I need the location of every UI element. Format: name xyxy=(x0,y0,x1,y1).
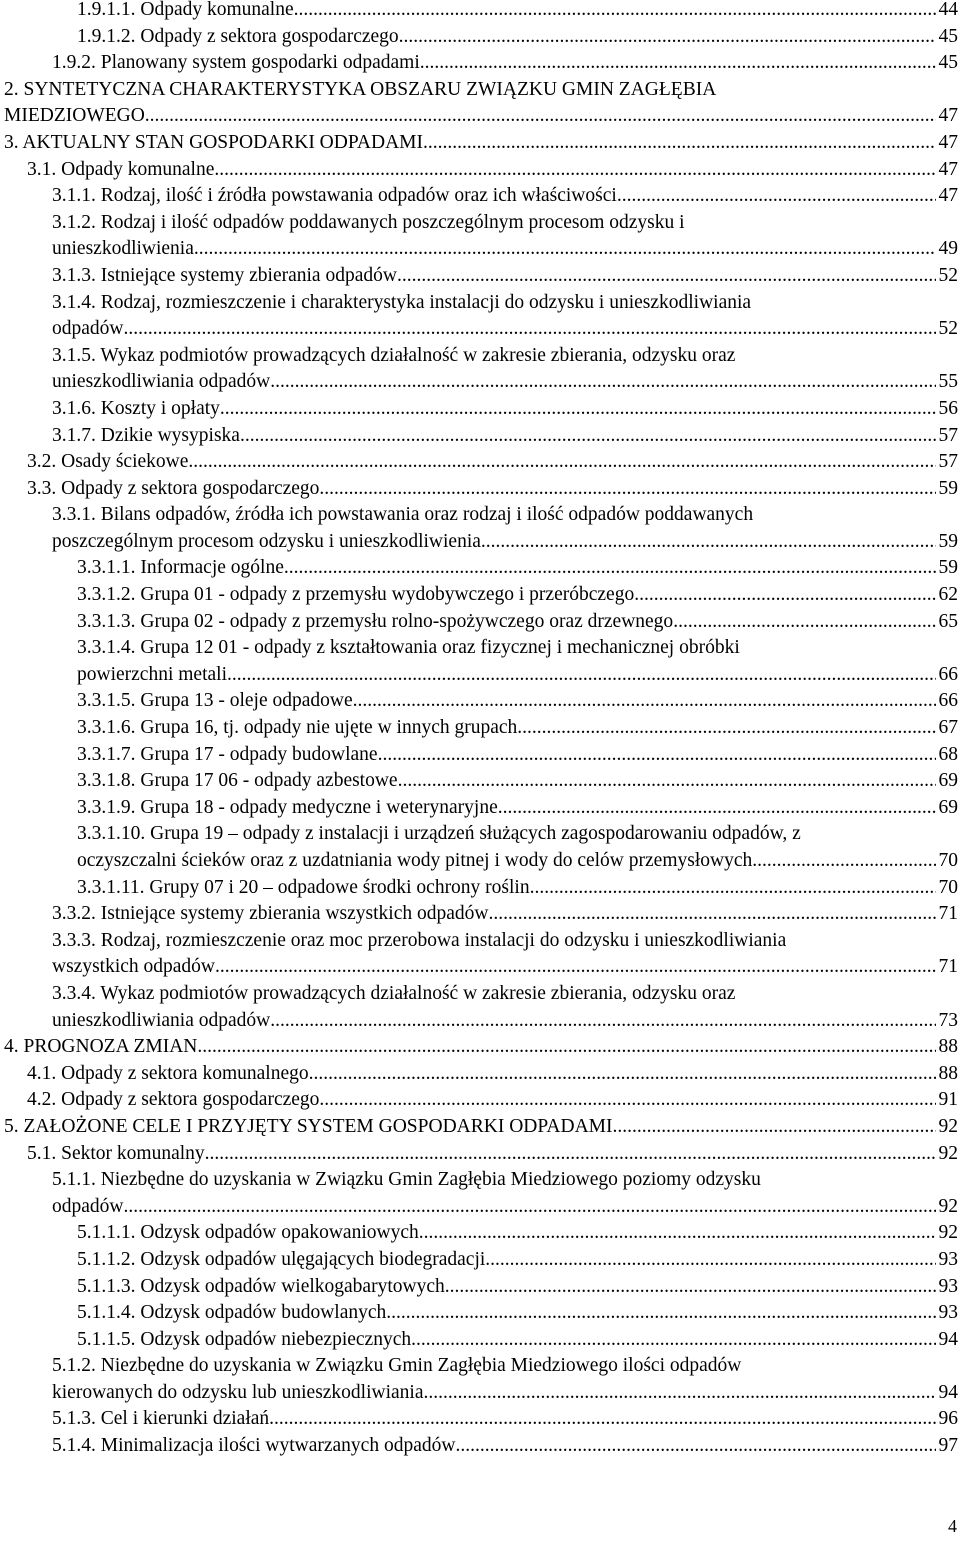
toc-page-number: 70 xyxy=(938,850,958,871)
toc-entry-title: 3.3.1.3. Grupa 02 - odpady z przemysłu rolno-spożywczego oraz drzewnego xyxy=(77,610,674,632)
toc-page-number: 55 xyxy=(938,371,958,393)
toc-entry-title: 5.1.1.3. Odzysk odpadów wielkogabarytowych xyxy=(77,1275,445,1297)
toc-entry[interactable] xyxy=(0,77,960,130)
toc-page-number: 92 xyxy=(938,1142,958,1164)
toc-entry-title: 3.3.1.7. Grupa 17 - odpady budowlane xyxy=(77,743,378,765)
page-number: 4 xyxy=(948,1516,957,1536)
toc-entry[interactable] xyxy=(0,449,960,476)
toc-leader-dots xyxy=(423,130,936,157)
toc-page-number: 92 xyxy=(938,1115,958,1137)
toc-leader-dots xyxy=(240,423,936,450)
toc-leader-dots xyxy=(517,715,935,742)
toc-leader-dots xyxy=(617,183,936,210)
toc-entry[interactable] xyxy=(0,582,960,609)
toc-page-number: 59 xyxy=(938,557,958,579)
toc-entry[interactable] xyxy=(0,502,960,555)
toc-entry-title: 5.1. Sektor komunalny xyxy=(27,1142,205,1164)
toc-leader-dots xyxy=(498,795,936,822)
toc-entry[interactable] xyxy=(0,742,960,769)
toc-page-number: 45 xyxy=(938,52,958,74)
toc-page-number: 93 xyxy=(938,1248,958,1270)
toc-page-number: 49 xyxy=(938,238,958,260)
toc-entry[interactable] xyxy=(0,768,960,795)
toc-leader-dots xyxy=(284,555,936,582)
toc-entry[interactable] xyxy=(0,795,960,822)
toc-leader-dots xyxy=(399,24,936,51)
toc-leader-dots xyxy=(673,609,935,636)
toc-page-number: 45 xyxy=(938,25,958,47)
toc-entry-title: 3.3.1.9. Grupa 18 - odpady medyczne i weterynaryjne xyxy=(77,796,498,818)
toc-page-number: 57 xyxy=(938,424,958,446)
toc-leader-dots xyxy=(530,875,936,902)
toc-entry[interactable] xyxy=(0,1433,960,1460)
toc-entry[interactable] xyxy=(0,290,960,343)
toc-leader-dots xyxy=(294,0,936,24)
toc-page-number: 66 xyxy=(938,663,958,685)
toc-leader-dots xyxy=(214,157,935,184)
toc-page-number: 96 xyxy=(938,1408,958,1430)
toc-page-number: 67 xyxy=(938,717,958,739)
toc-page-number: 88 xyxy=(938,1036,958,1058)
toc-entry-title: 5.1.1. Niezbędne do uzyskania w Związku Gmin Zagłębia Miedziowego poziomy odzysku xyxy=(52,1169,761,1191)
toc-entry-title: 3.1.3. Istniejące systemy zbierania odpadów xyxy=(52,264,397,286)
toc-page-number: 59 xyxy=(938,477,958,499)
toc-entry[interactable] xyxy=(0,1034,960,1061)
toc-entry-title: 3.2. Osady ściekowe xyxy=(27,451,189,473)
toc-leader-dots xyxy=(124,316,936,343)
toc-leader-dots xyxy=(215,954,935,981)
toc-page-number: 59 xyxy=(938,530,958,552)
toc-entry-title: 3.1.1. Rodzaj, ilość i źródła powstawania odpadów oraz ich właściwości xyxy=(52,185,617,207)
toc-leader-dots xyxy=(398,768,936,795)
toc-leader-dots xyxy=(197,1034,935,1061)
toc-entry-title: 3.1.2. Rodzaj i ilość odpadów poddawanych poszczególnym procesom odzysku i xyxy=(52,211,685,233)
toc-page-number: 47 xyxy=(938,158,958,180)
toc-entry-title: 5.1.3. Cel i kierunki działań xyxy=(52,1408,270,1430)
toc-entry-title: 5.1.4. Minimalizacja ilości wytwarzanych odpadów xyxy=(52,1435,456,1457)
toc-leader-dots xyxy=(481,529,936,556)
toc-entry[interactable] xyxy=(0,688,960,715)
toc-entry-title: unieszkodliwiania odpadów xyxy=(52,1009,271,1031)
toc-entry-title: oczyszczalni ścieków oraz z uzdatniania wody pitnej i wody do celów przemysłowych xyxy=(77,850,753,871)
toc-page-number: 91 xyxy=(938,1089,958,1111)
toc-entry[interactable] xyxy=(0,635,960,688)
toc-entry[interactable] xyxy=(0,1327,960,1354)
toc-page-number: 65 xyxy=(938,610,958,632)
toc-entry[interactable] xyxy=(0,263,960,290)
toc-leader-dots xyxy=(397,263,936,290)
toc-entry-title: 3.1.4. Rodzaj, rozmieszczenie i charakterystyka instalacji do odzysku i unieszkodliwiania xyxy=(52,291,752,313)
toc-entry-title: 3.3.1.11. Grupy 07 i 20 – odpadowe środki ochrony roślin xyxy=(77,876,530,898)
toc-entry[interactable] xyxy=(0,423,960,450)
toc-entry[interactable] xyxy=(0,1114,960,1141)
toc-leader-dots xyxy=(269,1406,935,1433)
toc-entry[interactable] xyxy=(0,50,960,77)
toc-entry-title: 1.9.1.2. Odpady z sektora gospodarczego xyxy=(77,25,399,47)
toc-entry[interactable] xyxy=(0,1167,960,1220)
toc-entry-title: 5.1.1.2. Odzysk odpadów ulęgających biodegradacji xyxy=(77,1248,486,1270)
toc-entry-title: 3.1. Odpady komunalne xyxy=(27,158,215,180)
toc-entry[interactable] xyxy=(0,1087,960,1114)
toc-entry-title: odpadów xyxy=(52,318,124,340)
toc-leader-dots xyxy=(270,369,935,396)
toc-page-number: 71 xyxy=(938,956,958,978)
toc-page-number: 88 xyxy=(938,1062,958,1084)
toc-page-number: 94 xyxy=(938,1328,958,1350)
toc-page-number: 92 xyxy=(938,1222,958,1244)
toc-leader-dots xyxy=(420,50,936,77)
toc-page-number: 93 xyxy=(938,1302,958,1324)
toc-entry-title: odpadów xyxy=(52,1195,124,1217)
toc-entry[interactable] xyxy=(0,1141,960,1168)
toc-page-number: 44 xyxy=(938,0,958,20)
toc-leader-dots xyxy=(455,1433,935,1460)
toc-entry[interactable] xyxy=(0,875,960,902)
toc-leader-dots xyxy=(145,103,936,130)
toc-page-number: 69 xyxy=(938,796,958,818)
toc-page-number: 93 xyxy=(938,1275,958,1297)
toc-entry-title: 3.1.6. Koszty i opłaty xyxy=(52,397,220,419)
toc-entry[interactable] xyxy=(0,821,960,874)
toc-entry[interactable] xyxy=(0,1220,960,1247)
toc-entry-title: 3.3.1.2. Grupa 01 - odpady z przemysłu wydobywczego i przeróbczego xyxy=(77,584,635,606)
toc-entry[interactable] xyxy=(0,715,960,742)
toc-entry-title: 3.3.1. Bilans odpadów, źródła ich powstawania oraz rodzaj i ilość odpadów poddawanych xyxy=(52,504,754,526)
toc-leader-dots xyxy=(319,1087,935,1114)
toc-entry-title: 3.3.2. Istniejące systemy zbierania wszystkich odpadów xyxy=(52,903,489,925)
toc-entry[interactable] xyxy=(0,476,960,503)
toc-leader-dots xyxy=(124,1194,936,1221)
toc-entry[interactable] xyxy=(0,928,960,981)
toc-leader-dots xyxy=(227,662,936,689)
toc-entry-title: 1.9.1.1. Odpady komunalne xyxy=(77,0,294,20)
toc-entry-title: 5. ZAŁOŻONE CELE I PRZYJĘTY SYSTEM GOSPODARKI ODPADAMI xyxy=(4,1115,613,1137)
toc-entry-title: 5.1.1.5. Odzysk odpadów niebezpiecznych xyxy=(77,1328,412,1350)
toc-entry[interactable] xyxy=(0,183,960,210)
toc-page-number: 97 xyxy=(938,1435,958,1457)
toc-page-number: 68 xyxy=(938,743,958,765)
toc-entry-title: poszczególnym procesom odzysku i unieszkodliwienia xyxy=(52,530,481,552)
toc-entry[interactable] xyxy=(0,609,960,636)
toc-entry[interactable] xyxy=(0,981,960,1034)
toc-leader-dots xyxy=(220,396,936,423)
toc-entry-title: 5.1.2. Niezbędne do uzyskania w Związku Gmin Zagłębia Miedziowego ilości odpadów xyxy=(52,1355,742,1377)
toc-entry-title: 3.3.4. Wykaz podmiotów prowadzących działalność w zakresie zbierania, odzysku oraz xyxy=(52,982,736,1004)
toc-page-number: 92 xyxy=(938,1195,958,1217)
toc-leader-dots xyxy=(378,742,936,769)
toc-entry-title: 3.1.7. Dzikie wysypiska xyxy=(52,424,240,446)
toc-leader-dots xyxy=(752,848,935,875)
toc-leader-dots xyxy=(353,688,936,715)
toc-leader-dots xyxy=(613,1114,936,1141)
toc-entry-title: 1.9.2. Planowany system gospodarki odpadami xyxy=(52,52,420,74)
toc-entry-title: 4.2. Odpady z sektora gospodarczego xyxy=(27,1089,320,1111)
toc-page-number: 73 xyxy=(938,1009,958,1031)
toc-entry[interactable] xyxy=(0,343,960,396)
toc-entry[interactable] xyxy=(0,555,960,582)
toc-entry-title: 5.1.1.4. Odzysk odpadów budowlanych xyxy=(77,1302,387,1324)
toc-entry[interactable] xyxy=(0,1274,960,1301)
toc-entry[interactable] xyxy=(0,130,960,157)
toc-entry-title: 3.3.1.1. Informacje ogólne xyxy=(77,557,284,579)
toc-leader-dots xyxy=(194,236,936,263)
toc-entry[interactable] xyxy=(0,901,960,928)
toc-leader-dots xyxy=(386,1300,935,1327)
toc-page-number: 57 xyxy=(938,451,958,473)
toc-entry[interactable] xyxy=(0,210,960,263)
toc-entry-title: 3.3.1.10. Grupa 19 – odpady z instalacji i urządzeń służących zagospodarowaniu odpadów, z xyxy=(77,823,801,845)
toc-entry-title: 2. SYNTETYCZNA CHARAKTERYSTYKA OBSZARU ZWIĄZKU GMIN ZAGŁĘBIA xyxy=(4,78,717,100)
toc-page-number: 47 xyxy=(938,131,958,153)
toc-page-number: 56 xyxy=(938,397,958,419)
toc-entry-title: kierowanych do odzysku lub unieszkodliwiania xyxy=(52,1381,424,1403)
toc-page-number: 71 xyxy=(938,903,958,925)
toc-entry-title: MIEDZIOWEGO xyxy=(4,105,145,127)
toc-entry-title: 5.1.1.1. Odzysk odpadów opakowaniowych xyxy=(77,1222,419,1244)
toc-leader-dots xyxy=(488,901,935,928)
toc-entry-title: 3.1.5. Wykaz podmiotów prowadzących działalność w zakresie zbierania, odzysku oraz xyxy=(52,344,736,366)
toc-entry[interactable] xyxy=(0,1353,960,1406)
toc-leader-dots xyxy=(424,1380,936,1407)
toc-entry[interactable] xyxy=(0,0,960,24)
toc-entry-title: 3.3. Odpady z sektora gospodarczego xyxy=(27,477,320,499)
toc-entry-title: 4. PROGNOZA ZMIAN xyxy=(4,1036,198,1058)
toc-page-number: 52 xyxy=(938,264,958,286)
toc-entry-title: unieszkodliwienia xyxy=(52,238,194,260)
toc-leader-dots xyxy=(188,449,935,476)
toc-page-number: 47 xyxy=(938,105,958,127)
toc-page-number: 47 xyxy=(938,185,958,207)
toc-entry[interactable] xyxy=(0,24,960,51)
toc-page-number: 94 xyxy=(938,1381,958,1403)
toc-entry-title: 3.3.1.6. Grupa 16, tj. odpady nie ujęte w innych grupach xyxy=(77,717,518,739)
toc-page-number: 70 xyxy=(938,876,958,898)
toc-entry[interactable] xyxy=(0,1300,960,1327)
toc-leader-dots xyxy=(319,476,935,503)
toc-page-number: 62 xyxy=(938,584,958,606)
toc-leader-dots xyxy=(445,1274,936,1301)
toc-entry[interactable] xyxy=(0,1247,960,1274)
toc-entry-title: powierzchni metali xyxy=(77,663,227,685)
toc-entry-title: 3.3.3. Rodzaj, rozmieszczenie oraz moc przerobowa instalacji do odzysku i unieszkodliwiania xyxy=(52,929,787,951)
toc-entry-title: 3.3.1.4. Grupa 12 01 - odpady z kształtowania oraz fizycznej i mechanicznej obróbki xyxy=(77,637,740,659)
toc-page-number: 69 xyxy=(938,770,958,792)
toc-entry-title: unieszkodliwiania odpadów xyxy=(52,371,271,393)
toc-entry-title: 4.1. Odpady z sektora komunalnego xyxy=(27,1062,309,1084)
toc-entry-title: 3.3.1.5. Grupa 13 - oleje odpadowe xyxy=(77,690,353,712)
toc-leader-dots xyxy=(270,1008,935,1035)
toc-entry-title: 3.3.1.8. Grupa 17 06 - odpady azbestowe xyxy=(77,770,398,792)
toc-leader-dots xyxy=(634,582,935,609)
toc-entry[interactable] xyxy=(0,1061,960,1088)
toc-entry[interactable] xyxy=(0,157,960,184)
toc-leader-dots xyxy=(485,1247,935,1274)
toc-entry[interactable] xyxy=(0,396,960,423)
toc-entry-title: wszystkich odpadów xyxy=(52,956,216,978)
toc-page-number: 66 xyxy=(938,690,958,712)
toc-leader-dots xyxy=(309,1061,936,1088)
toc-leader-dots xyxy=(411,1327,935,1354)
toc-leader-dots xyxy=(205,1141,936,1168)
toc-leader-dots xyxy=(419,1220,936,1247)
toc-page-number: 52 xyxy=(938,318,958,340)
toc-entry-title: 3. AKTUALNY STAN GOSPODARKI ODPADAMI xyxy=(4,131,423,153)
toc-entry[interactable] xyxy=(0,1406,960,1433)
